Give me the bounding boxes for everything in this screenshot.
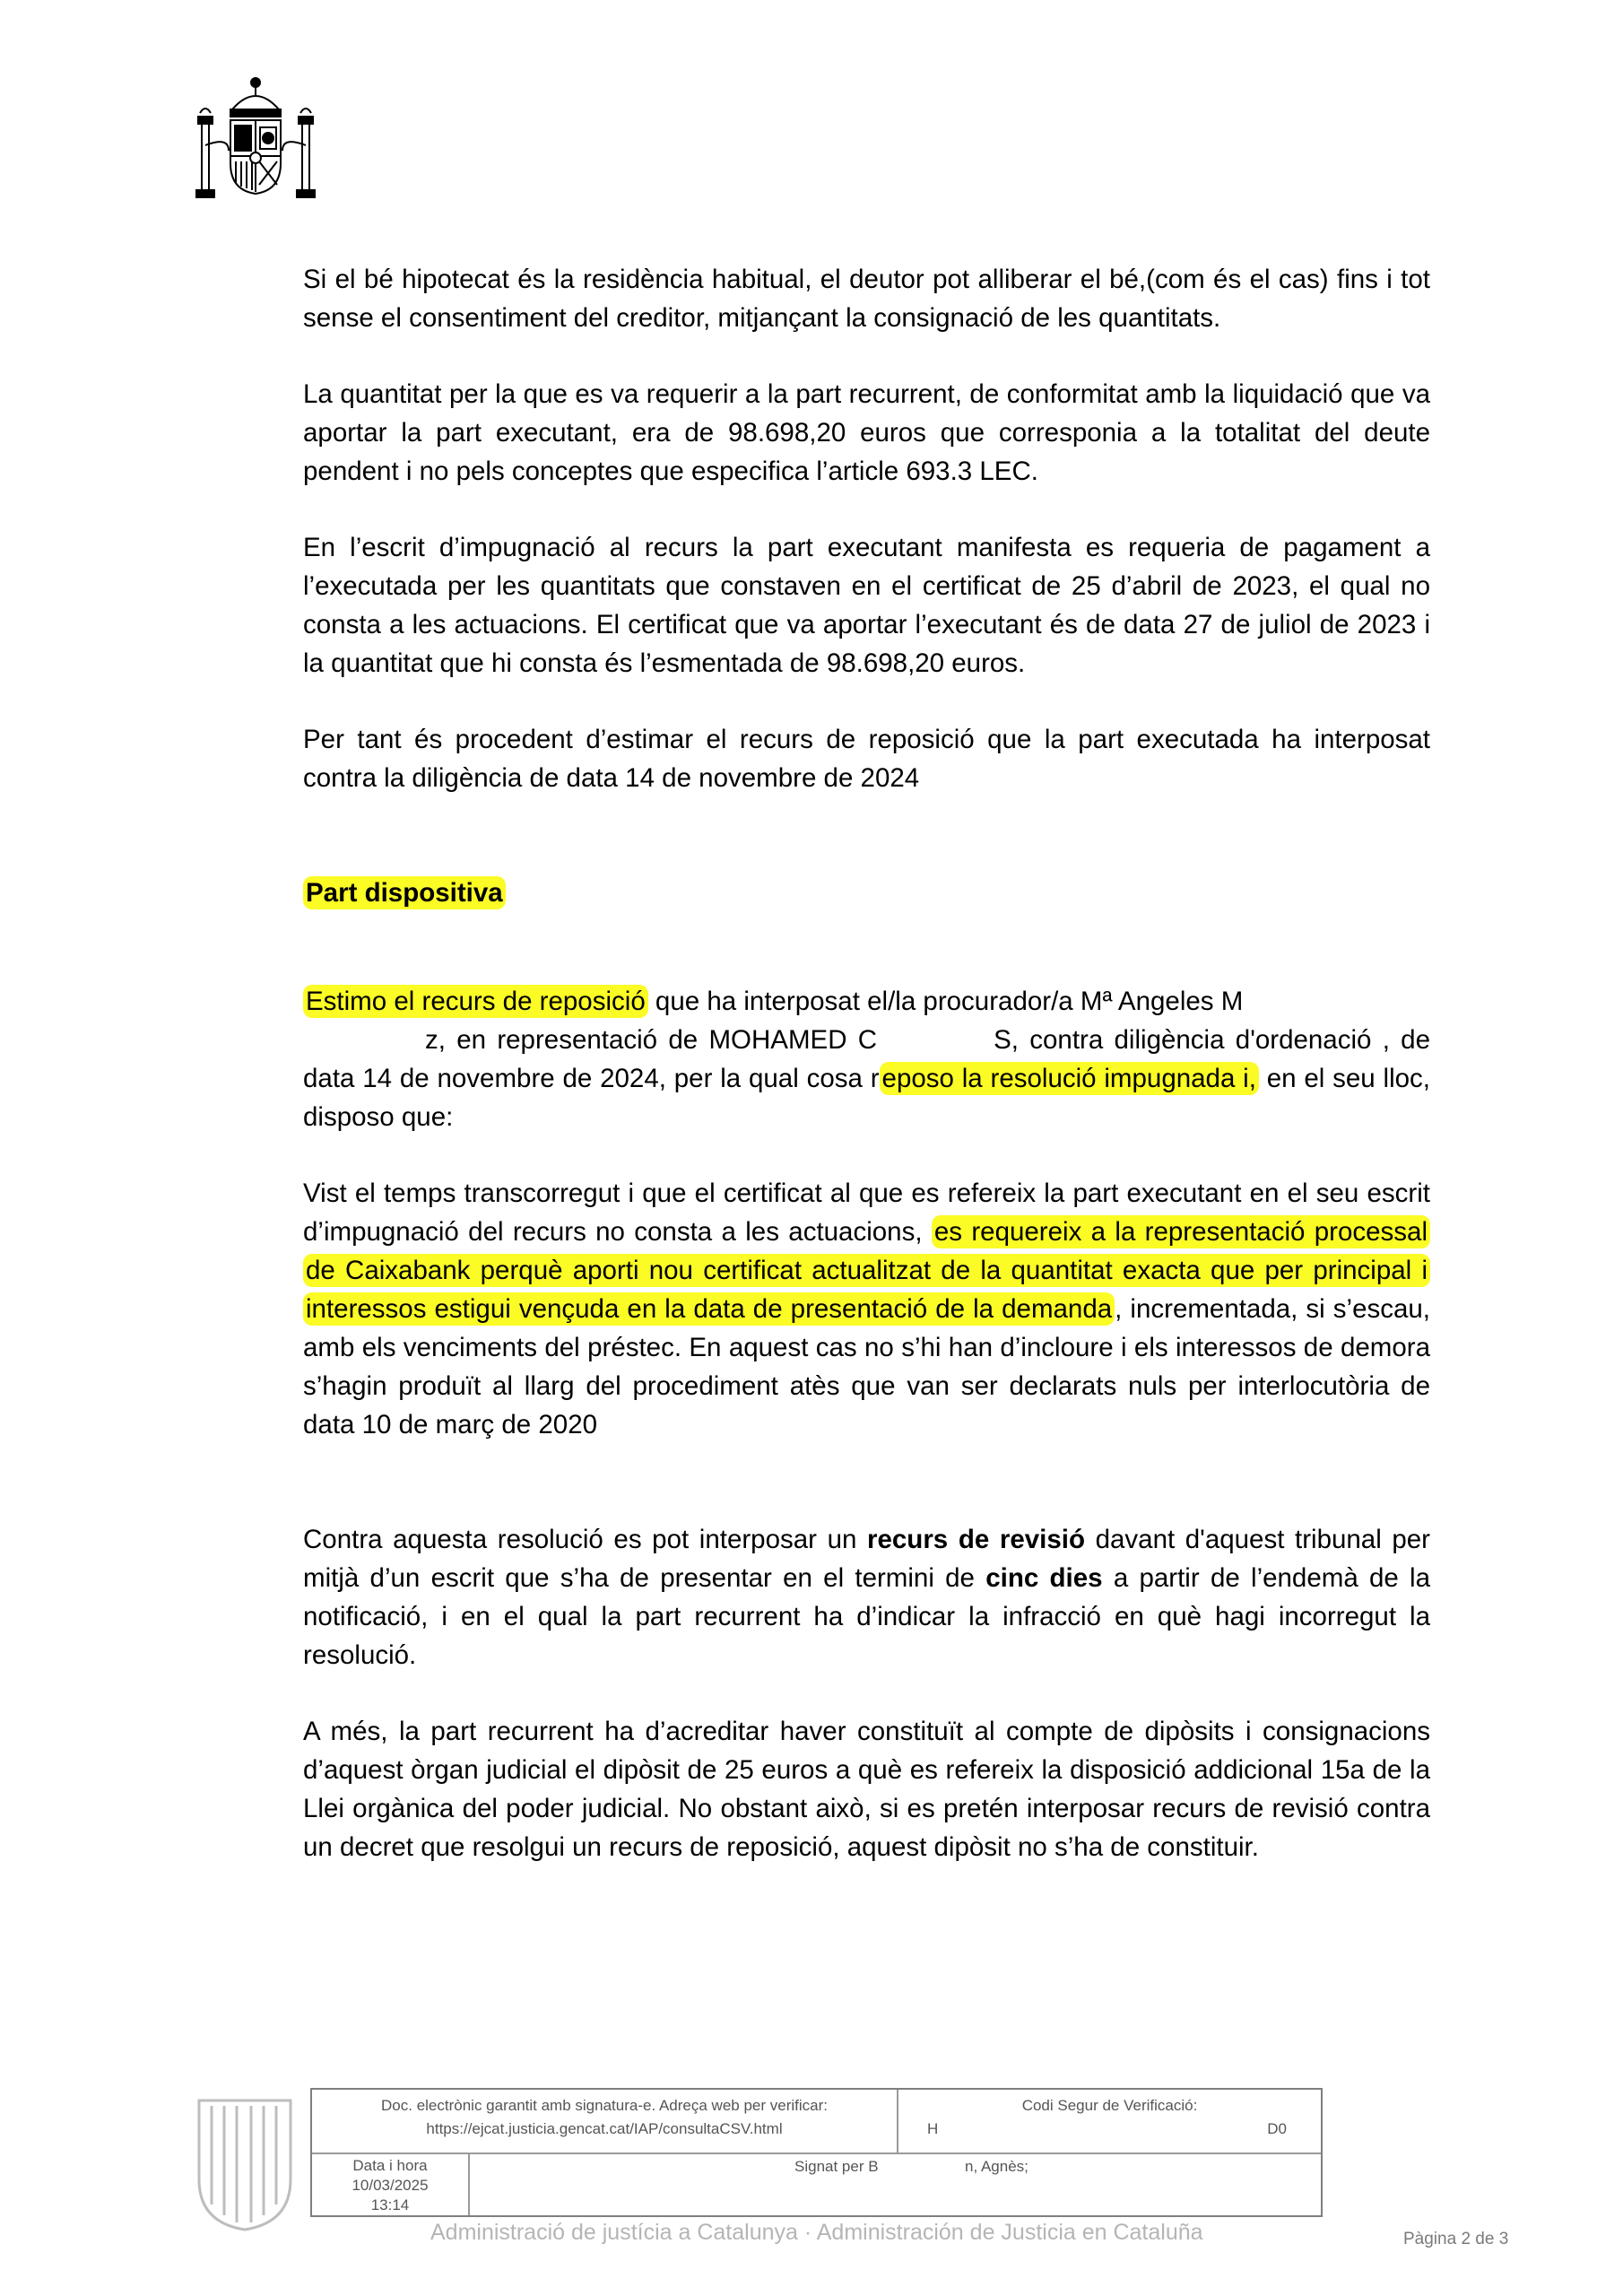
paragraph-recurs-revisio: Contra aquesta resolució es pot interposar un recurs de revisió davant d'aquest tribunal per mitjà d’un escrit que s’ha de presentar en el termini de cinc dies a partir de l’endemà de la notificació, i en el qual la part recurrent ha d’indicar la infracció en què hagi incorregut la resolució. bbox=[303, 1525, 1431, 1670]
section-heading-part-dispositiva: Part dispositiva bbox=[303, 874, 1430, 912]
verification-box: Doc. electrònic garantit amb signatura-e. Adreça web per verificar: https://ejcat.justicia.gencat.cat/IAP/consultaCSV.html Codi Segur de Verificació: H D0 Data i hora 10/03/2025 13:14 Signat per B n, Agnès; bbox=[310, 2088, 1323, 2217]
verification-url-link[interactable]: https://ejcat.justicia.gencat.cat/IAP/consultaCSV.html bbox=[426, 2120, 783, 2137]
highlight-estimo: Estimo el recurs de reposició bbox=[303, 985, 648, 1018]
highlight-reposo: eposo la resolució impugnada i, bbox=[880, 1062, 1259, 1095]
divider bbox=[312, 2152, 1321, 2154]
divider bbox=[468, 2152, 470, 2215]
paragraph-residencia: Si el bé hipotecat és la residència habitual, el deutor pot alliberar el bé,(com és el cas) fins i tot sense el consentiment del creditor, mitjançant la consignació de les quantitats. bbox=[303, 265, 1430, 333]
generalitat-seal bbox=[192, 2090, 298, 2233]
paragraph-estimar: Per tant és procedent d’estimar el recurs de reposició que la part executada ha interposat contra la diligència de data 14 de novembre de 2024 bbox=[303, 725, 1430, 793]
csv-code-end: D0 bbox=[1267, 2120, 1287, 2137]
paragraph-estimo: Estimo el recurs de reposició que ha interposat el/la procurador/a Mª Angeles M z, en representació de MOHAMED C S, contra diligència d'ordenació , de data 14 de novembre de 2024, per la qual cosa r eposo la resolució impugnada i, en el seu lloc, disposo que: bbox=[303, 987, 1430, 1132]
csv-code-start: H bbox=[927, 2120, 939, 2137]
verification-url-cell: Doc. electrònic garantit amb signatura-e. Adreça web per verificar: https://ejcat.justicia.gencat.cat/IAP/consultaCSV.html bbox=[312, 2094, 897, 2141]
date-cell: Data i hora 10/03/2025 13:14 bbox=[352, 2157, 429, 2213]
coat-of-arms-spain bbox=[193, 74, 318, 206]
paragraph-quantitat: La quantitat per la que es va requerir a la part recurrent, de conformitat amb la liquidació que va aportar la part executant, era de 98.698,20 euros que corresponia a la totalitat del deute pendent i no pels conceptes que especifica l’article 693.3 LEC. bbox=[303, 379, 1430, 486]
paragraph-diposit: A més, la part recurrent ha d’acreditar haver constituït al compte de dipòsits i consignacions d’aquest òrgan judicial el dipòsit de 25 euros a què es refereix la disposició addicional 15a de la Llei orgànica del poder judicial. No obstant això, si es pretén interposar recurs de revisió contra un decret que resolgui un recurs de reposició, aquest dipòsit no s’ha de constituir. bbox=[303, 1717, 1430, 1862]
page-number: Pàgina 2 de 3 bbox=[1403, 2230, 1509, 2248]
paragraph-vist: Vist el temps transcorregut i que el certificat al que es refereix la part executant en el seu escrit d’impugnació del recurs no consta a les actuacions, es requereix a la representació processal de Caixabank perquè aporti nou certificat actualitzat de la quantitat exacta que per principal i interessos estigui vençuda en la data de presentació de la demanda , incrementada, si s’escau, amb els venciments del préstec. En aquest cas no s’hi han d’incloure i els interessos de demora s’hagin produït al llarg del procediment atès que van ser declarats nuls per interlocutòria de data 10 de març de 2020 bbox=[303, 1178, 1430, 1439]
csv-cell: Codi Segur de Verificació: H D0 bbox=[898, 2094, 1321, 2141]
highlight-requereix: es requereix a la representació processal de Caixabank perquè aporti nou certificat actualitzat de la quantitat exacta que per principal i interessos estigui vençuda en la data de presentació de la demanda bbox=[303, 1215, 1430, 1326]
document-body bbox=[303, 260, 1430, 1866]
administration-line: Administració de justícia a Catalunya · Administración de Justicia en Cataluña bbox=[430, 2220, 1203, 2245]
paragraph-impugnacio: En l’escrit d’impugnació al recurs la part executant manifesta es requeria de pagament a l’executada per les quantitats que constaven en el certificat de 25 d’abril de 2023, el qual no consta a les actuacions. El certificat que va aportar l’executant és de data 27 de juliol de 2023 i la quantitat que hi consta és l’esmentada de 98.698,20 euros. bbox=[303, 533, 1430, 678]
